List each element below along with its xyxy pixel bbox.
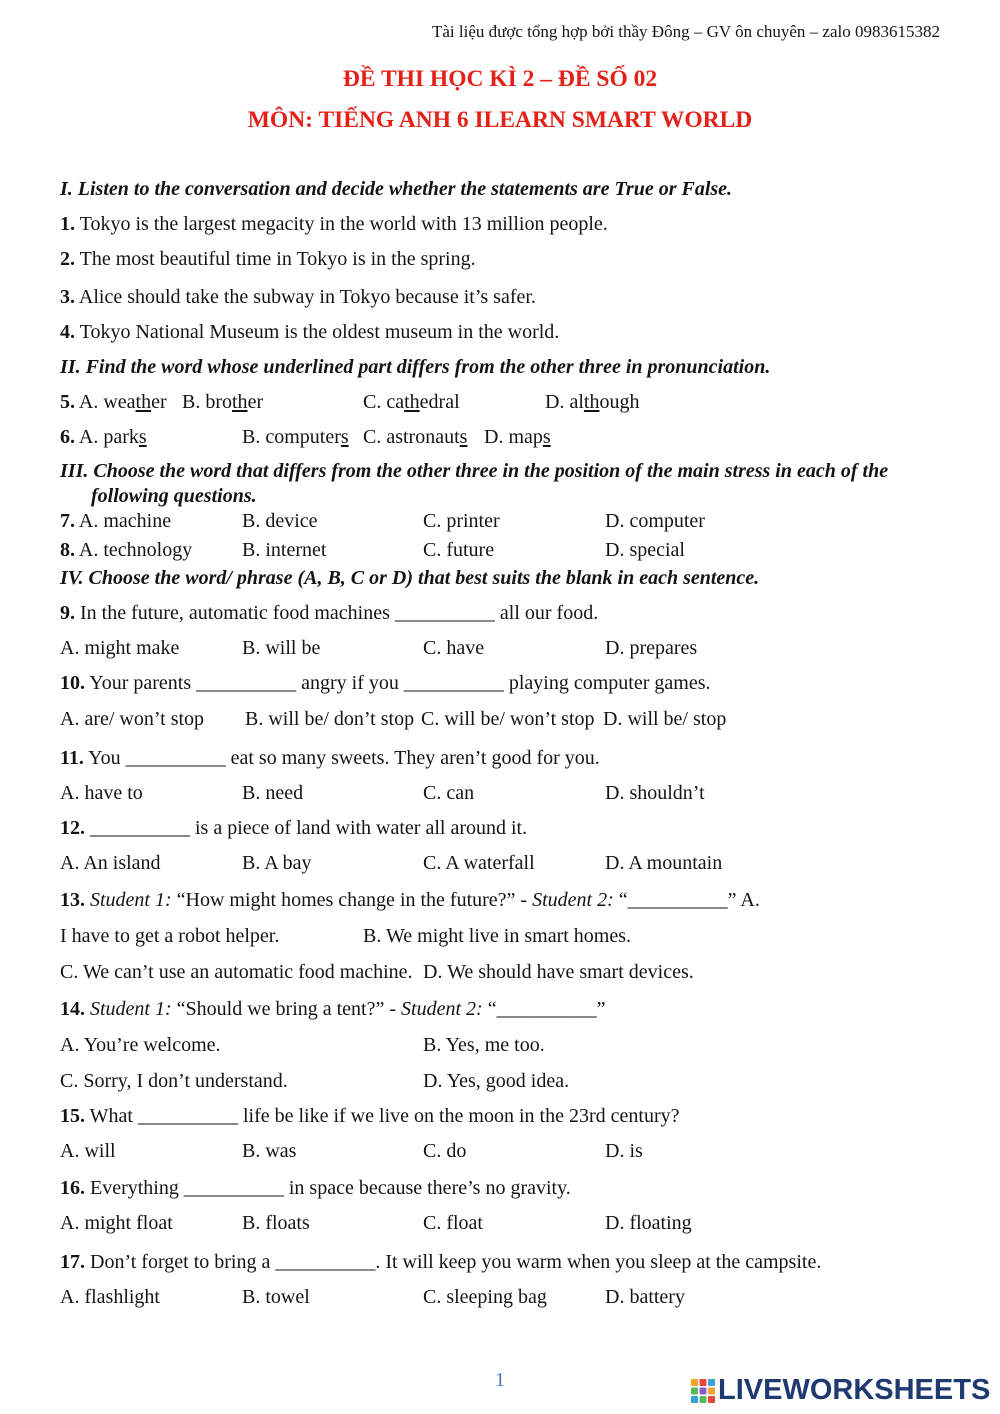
question-15-option-c: C. do (423, 1140, 467, 1162)
option-text-end: er (151, 391, 167, 413)
underlined-part: s (459, 426, 468, 448)
dialogue-reply-blank: “__________” A. (618, 889, 760, 911)
question-12 (60, 817, 527, 840)
question-13 (60, 889, 760, 912)
question-number: 7. (60, 510, 75, 532)
question-text: What __________ life be like if we live on the moon in the 23rd century? (89, 1105, 680, 1127)
section-1-heading: I. Listen to the conversation and decide whether the statements are True or False. (60, 178, 733, 200)
dialogue-prompt: “Should we bring a tent?” - (176, 998, 397, 1020)
question-7-option-d: D. computer (605, 510, 705, 532)
question-15-option-b: B. was (242, 1140, 297, 1162)
question-12-option-a: A. An island (60, 852, 161, 874)
speaker-2-label: Student 2: (532, 889, 614, 911)
question-text: You __________ eat so many sweets. They aren’t good for you. (88, 747, 600, 769)
question-number: 16. (60, 1177, 85, 1199)
option-text: D. al (545, 391, 584, 413)
question-16 (60, 1177, 571, 1200)
question-7-option-a (60, 510, 171, 533)
statement-text: Alice should take the subway in Tokyo because it’s safer. (78, 286, 536, 308)
option-text: B. computer (242, 426, 341, 448)
question-6-option-d (484, 426, 551, 449)
question-14-option-b: B. Yes, me too. (423, 1034, 545, 1056)
question-8-option-d: D. special (605, 539, 685, 561)
question-number: 13. (60, 889, 85, 911)
question-9-option-d: D. prepares (605, 637, 698, 659)
underlined-part: th (583, 391, 600, 413)
page-number: 1 (495, 1369, 505, 1391)
question-number: 9. (60, 602, 75, 624)
question-10-option-c: C. will be/ won’t stop (421, 708, 595, 730)
question-text: __________ is a piece of land with water all around it. (90, 817, 528, 839)
question-14-option-a: A. You’re welcome. (60, 1034, 221, 1056)
option-text: D. map (484, 426, 543, 448)
header-credit: Tài liệu được tổng hợp bởi thầy Đông – GV ôn chuyên – zalo 0983615382 (431, 22, 940, 41)
dialogue-prompt: “How might homes change in the future?” - (176, 889, 528, 911)
question-11-option-c: C. can (423, 782, 475, 804)
dialogue-reply-blank: “__________” (487, 998, 606, 1020)
option-text: C. astronaut (363, 426, 460, 448)
speaker-1-label: Student 1: (90, 889, 172, 911)
option-text-end: ough (599, 391, 640, 413)
question-10 (60, 672, 711, 695)
question-11-option-a: A. have to (60, 782, 143, 804)
question-text: Your parents __________ angry if you __________ playing computer games. (89, 672, 711, 694)
speaker-1-label: Student 1: (90, 998, 172, 1020)
question-13-option-d: D. We should have smart devices. (423, 961, 694, 983)
section-2-heading: II. Find the word whose underlined part differs from the other three in pronunciation. (60, 356, 771, 378)
underlined-part: th (232, 391, 248, 413)
underlined-part: th (404, 391, 420, 413)
option-text-end: er (247, 391, 264, 413)
question-number: 12. (60, 817, 85, 839)
section-3-heading (60, 460, 888, 483)
question-13-option-a: I have to get a robot helper. (60, 925, 280, 947)
question-17-option-d: D. battery (605, 1286, 685, 1308)
question-14 (60, 998, 605, 1021)
option-text: A. park (78, 426, 139, 448)
option-text: A. technology (78, 539, 193, 561)
speaker-2-label: Student 2: (401, 998, 483, 1020)
question-11-option-b: B. need (242, 782, 304, 804)
option-text: A. wea (78, 391, 136, 413)
question-17 (60, 1251, 821, 1274)
question-15 (60, 1105, 679, 1128)
question-number: 14. (60, 998, 85, 1020)
question-11 (60, 747, 600, 770)
question-14-option-d: D. Yes, good idea. (423, 1070, 570, 1092)
question-12-option-d: D. A mountain (605, 852, 723, 874)
question-15-option-d: D. is (605, 1140, 643, 1162)
liveworksheets-logo-text: LIVEWORKSHEETS (718, 1374, 991, 1406)
underlined-part: th (135, 391, 152, 413)
question-number: 6. (60, 426, 75, 448)
question-12-option-b: B. A bay (242, 852, 312, 874)
liveworksheets-logo-icon (690, 1378, 716, 1404)
statement-4 (60, 321, 559, 344)
question-number: 15. (60, 1105, 85, 1127)
question-11-option-d: D. shouldn’t (605, 782, 705, 804)
question-16-option-d: D. floating (605, 1212, 692, 1234)
question-15-option-a: A. will (60, 1140, 116, 1162)
question-6-option-b (242, 426, 349, 449)
question-10-option-a: A. are/ won’t stop (60, 708, 205, 730)
question-8-option-c: C. future (423, 539, 495, 561)
question-16-option-c: C. float (423, 1212, 483, 1234)
section-3-number: III. (60, 460, 89, 482)
option-text: B. bro (182, 391, 232, 413)
subject-title: MÔN: TIẾNG ANH 6 ILEARN SMART WORLD (247, 107, 753, 133)
question-5-option-c (363, 391, 460, 414)
question-13-option-c: C. We can’t use an automatic food machine. (60, 961, 413, 983)
statement-2 (60, 248, 476, 271)
question-13-option-b: B. We might live in smart homes. (363, 925, 631, 947)
question-5-option-a (60, 391, 167, 414)
question-7-option-b: B. device (242, 510, 318, 532)
underlined-part: s (340, 426, 349, 448)
statement-number: 2. (60, 248, 75, 270)
question-6-option-c (363, 426, 467, 449)
question-17-option-a: A. flashlight (60, 1286, 160, 1308)
question-10-option-d: D. will be/ stop (603, 708, 727, 730)
question-7-option-c: C. printer (423, 510, 500, 532)
question-9-option-a: A. might make (60, 637, 180, 659)
question-text: Everything __________ in space because there’s no gravity. (90, 1177, 571, 1199)
underlined-part: s (138, 426, 147, 448)
statement-text: The most beautiful time in Tokyo is in the spring. (79, 248, 476, 270)
question-5-option-d (545, 391, 639, 414)
question-16-option-b: B. floats (242, 1212, 310, 1234)
option-text: C. ca (363, 391, 405, 413)
question-number: 10. (60, 672, 85, 694)
question-number: 17. (60, 1251, 85, 1273)
question-9-option-b: B. will be (242, 637, 321, 659)
exam-title: ĐỀ THI HỌC KÌ 2 – ĐỀ SỐ 02 (342, 66, 658, 92)
question-10-option-b: B. will be/ don’t stop (245, 708, 415, 730)
question-14-option-c: C. Sorry, I don’t understand. (60, 1070, 288, 1092)
question-12-option-c: C. A waterfall (423, 852, 535, 874)
question-5-option-b (182, 391, 263, 414)
question-9 (60, 602, 598, 625)
question-6-option-a (60, 426, 147, 449)
question-16-option-a: A. might float (60, 1212, 173, 1234)
underlined-part: s (542, 426, 551, 448)
question-text: Don’t forget to bring a __________. It will keep you warm when you sleep at the campsite. (90, 1251, 822, 1273)
statement-text: Tokyo is the largest megacity in the world with 13 million people. (79, 213, 608, 235)
option-text: A. machine (78, 510, 172, 532)
section-3-heading-line-1: Choose the word that differs from the other three in the position of the main stress in each of the (93, 460, 889, 482)
question-8-option-a (60, 539, 192, 562)
statement-number: 1. (60, 213, 75, 235)
question-17-option-c: C. sleeping bag (423, 1286, 547, 1308)
question-8-option-b: B. internet (242, 539, 327, 561)
statement-1 (60, 213, 608, 236)
question-9-option-c: C. have (423, 637, 485, 659)
question-number: 11. (60, 747, 84, 769)
statement-3 (60, 286, 536, 309)
question-text: In the future, automatic food machines __________ all our food. (80, 602, 599, 624)
liveworksheets-logo (690, 1374, 990, 1407)
statement-text: Tokyo National Museum is the oldest museum in the world. (79, 321, 560, 343)
option-text-end: edral (419, 391, 460, 413)
question-number: 8. (60, 539, 75, 561)
question-number: 5. (60, 391, 75, 413)
statement-number: 4. (60, 321, 75, 343)
section-3-heading-line-2: following questions. (91, 485, 257, 507)
section-4-heading: IV. Choose the word/ phrase (A, B, C or D) that best suits the blank in each sentence. (60, 567, 760, 589)
question-17-option-b: B. towel (242, 1286, 310, 1308)
statement-number: 3. (60, 286, 75, 308)
